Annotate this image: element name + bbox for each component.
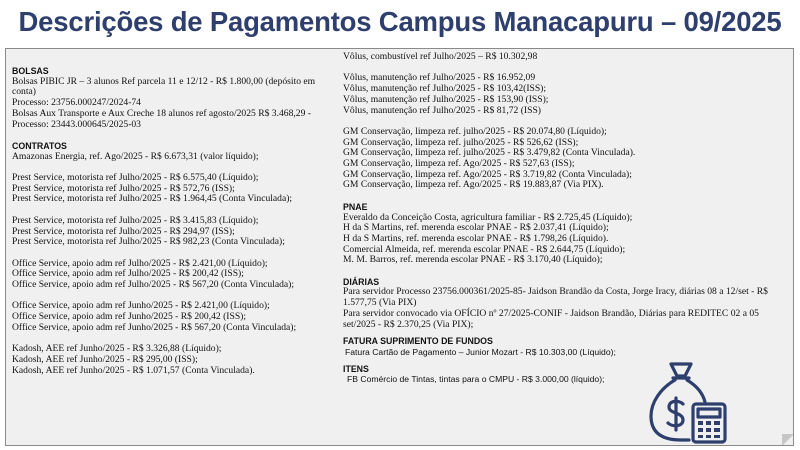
- contrato-line: Prest Service, motorista ref Julho/2025 - R$ 1.964,45 (Conta Vinculada);: [12, 193, 293, 205]
- pnae-line: Comercial Almeida, ref. merenda escolar PNAE - R$ 2.644,75 (Líquido);: [343, 243, 626, 255]
- diarias-heading: DIÁRIAS: [343, 276, 380, 287]
- volus-line: Vôlus, manutenção ref Julho/2025 - R$ 153,90 (ISS);: [343, 93, 549, 105]
- pnae-line: H da S Martins, ref. merenda escolar PNAE - R$ 1.798,26 (Líquido).: [343, 232, 609, 244]
- volus-line: Vôlus, manutenção ref Julho/2025 - R$ 16.952,09: [343, 72, 536, 84]
- page-fold-corner: [782, 434, 794, 446]
- volus-line: Vôlus, combustível ref Julho/2025 – R$ 10.302,98: [343, 51, 538, 62]
- contrato-line: Kadosh, AEE ref Junho/2025 - R$ 3.326,88 (Líquido);: [12, 343, 222, 355]
- contratos-heading: CONTRATOS: [12, 140, 67, 151]
- pnae-line: Everaldo da Conceição Costa, agricultura familiar - R$ 2.725,45 (Líquido);: [343, 211, 633, 223]
- gm-line: GM Conservação, limpeza ref. Ago/2025 - R$ 19.883,87 (Via PIX).: [343, 179, 604, 191]
- bolsas-line: Processo: 23756.000247/2024-74: [12, 97, 141, 109]
- bolsas-line: Bolsas Aux Transporte e Aux Creche 18 alunos ref agosto/2025 R$ 3.468,29 - Processo: 23443.000645/2025-03: [12, 107, 311, 130]
- gm-line: GM Conservação, limpeza ref. julho/2025 - R$ 20.074,80 (Líquido);: [343, 125, 607, 137]
- contrato-line: Prest Service, motorista ref Julho/2025 - R$ 294,97 (ISS);: [12, 225, 235, 237]
- gm-line: GM Conservação, limpeza ref. julho/2025 - R$ 3.479,82 (Conta Vinculada).: [343, 147, 636, 159]
- contrato-line: Office Service, apoio adm ref Junho/2025 - R$ 200,42 (ISS);: [12, 311, 247, 323]
- contrato-line: Office Service, apoio adm ref Julho/2025 - R$ 2.421,00 (Líquido);: [12, 257, 268, 269]
- itens-line: FB Comércio de Tintas, tintas para o CMPU - R$ 3.000,00 (líquido);: [347, 374, 605, 385]
- fatura-line: Fatura Cartão de Pagamento – Junior Mozart - R$ 10.303,00 (Líquido);: [345, 346, 616, 357]
- contrato-line: Office Service, apoio adm ref Junho/2025 - R$ 567,20 (Conta Vinculada);: [12, 321, 297, 333]
- contrato-line: Kadosh, AEE ref Junho/2025 - R$ 295,00 (ISS);: [12, 353, 198, 365]
- contrato-line: Kadosh, AEE ref Junho/2025 - R$ 1.071,57 (Conta Vinculada).: [12, 364, 255, 376]
- money-bag-calculator-icon: [643, 358, 731, 446]
- diarias-line: Para servidor convocado via OFÍCIO nº 27/2025-CONIF - Jaidson Brandão, Diárias para REDITEC 02 a 05 set/2025 - R$ 2.370,25 (Via PIX);: [343, 307, 759, 330]
- pnae-line: M. M. Barros, ref. merenda escolar PNAE - R$ 3.170,40 (Líquido);: [343, 254, 603, 266]
- bolsas-line: Bolsas PIBIC JR – 3 alunos Ref parcela 11 e 12/12 - R$ 1.800,00 (depósito em conta): [12, 75, 316, 98]
- contrato-line: Office Service, apoio adm ref Junho/2025 - R$ 2.421,00 (Líquido);: [12, 300, 270, 312]
- diarias-line: Para servidor Processo 23756.000361/2025-85- Jaidson Brandão da Costa, Jorge Iracy, diárias 08 a 12/set - R$ 1.577,75 (Via PIX): [343, 286, 768, 309]
- pnae-line: H da S Martins, ref. merenda escolar PNAE - R$ 2.037,41 (Líquido);: [343, 222, 609, 234]
- gm-line: GM Conservação, limpeza ref. julho/2025 - R$ 526,62 (ISS);: [343, 136, 579, 148]
- gm-line: GM Conservação, limpeza ref. Ago/2025 - R$ 3.719,82 (Conta Vinculada);: [343, 168, 632, 180]
- bolsas-heading: BOLSAS: [12, 66, 49, 76]
- volus-line: Vôlus, manutenção ref Julho/2025 - R$ 81,72 (ISS): [343, 104, 541, 116]
- right-column: [343, 52, 790, 385]
- contrato-line: Office Service, apoio adm ref Julho/2025 - R$ 567,20 (Conta Vinculada);: [12, 279, 295, 290]
- gm-line: GM Conservação, limpeza ref. Ago/2025 - R$ 527,63 (ISS);: [343, 158, 575, 169]
- contrato-line: Prest Service, motorista ref Julho/2025 - R$ 572,76 (ISS);: [12, 182, 235, 194]
- pnae-heading: PNAE: [343, 201, 368, 212]
- fatura-heading: FATURA SUPRIMENTO DE FUNDOS: [343, 336, 493, 347]
- page-title: Descrições de Pagamentos Campus Manacapuru – 09/2025: [18, 6, 782, 37]
- contrato-line: Prest Service, motorista ref Julho/2025 - R$ 982,23 (Conta Vinculada);: [12, 236, 285, 248]
- contrato-line: Prest Service, motorista ref Julho/2025 - R$ 6.575,40 (Líquido);: [12, 172, 259, 183]
- contrato-line: Amazonas Energia, ref. Ago/2025 - R$ 6.673,31 (valor líquido);: [12, 150, 259, 162]
- volus-line: Vôlus, manutenção ref Julho/2025 - R$ 103,42(ISS);: [343, 83, 547, 95]
- left-column: [12, 66, 337, 376]
- itens-heading: ITENS: [343, 363, 369, 374]
- contrato-line: Office Service, apoio adm ref Julho/2025 - R$ 200,42 (ISS);: [12, 268, 244, 280]
- contrato-line: Prest Service, motorista ref Julho/2025 - R$ 3.415,83 (Líquido);: [12, 214, 259, 226]
